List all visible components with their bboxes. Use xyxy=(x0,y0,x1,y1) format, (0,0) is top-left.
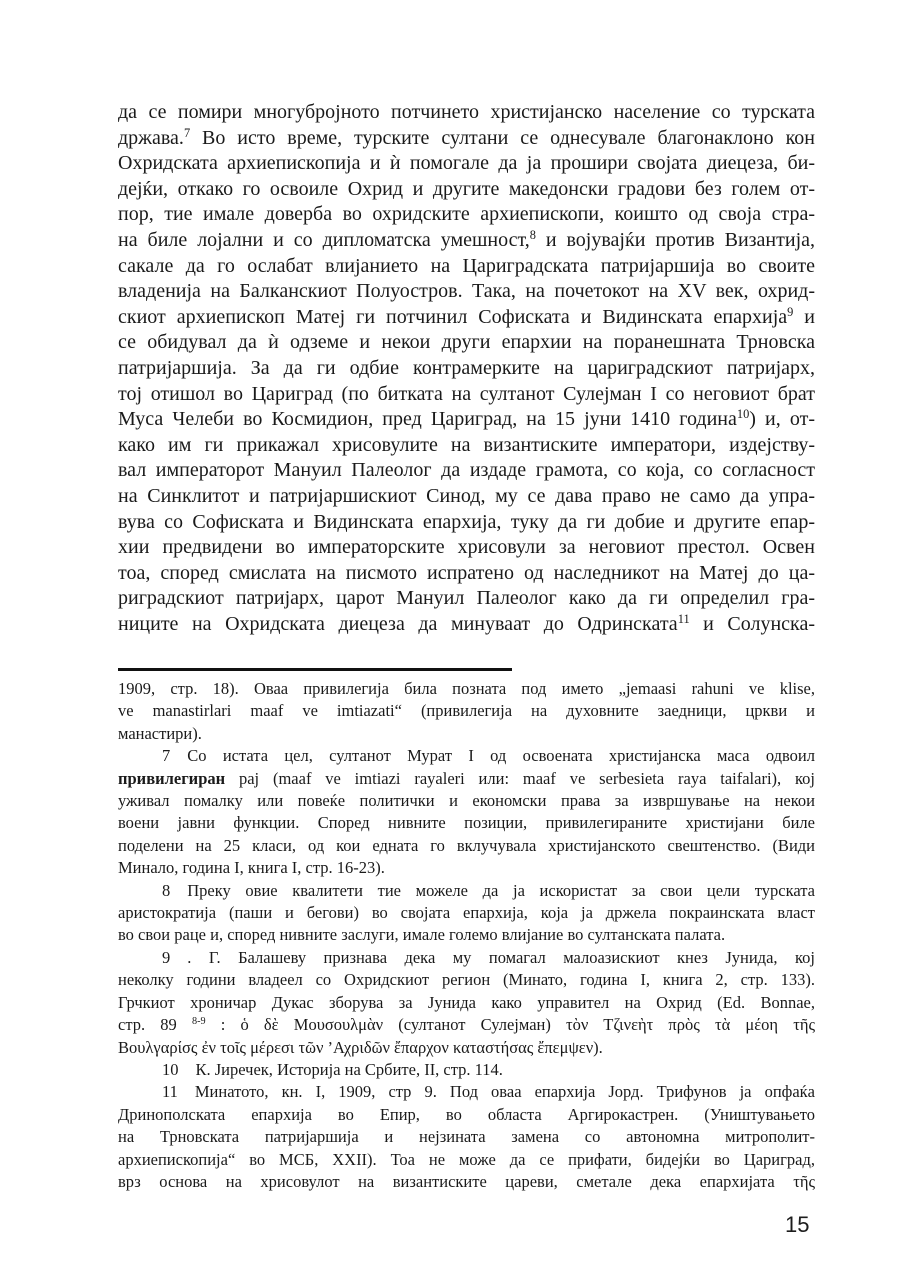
main-text-paragraph xyxy=(118,100,815,637)
body-text-line: тоа, според смислата на писмото испратено од наследникот на Матеј до ца- xyxy=(118,561,815,584)
footnote-line: аристократија (паши и бегови) во својата епархија, која ја држела покраинската власт xyxy=(118,903,815,923)
footnote-separator-rule xyxy=(118,668,512,671)
body-text-line: да се помири многубројното потчинето христијанско население со турската xyxy=(118,101,815,123)
page-number: 15 xyxy=(785,1212,810,1237)
footnote-line: неколку години владеел со Охридскиот регион (Минато, година I, книга 2, стр. 133). xyxy=(118,970,815,990)
body-text-line: скиот архиепископ Матеј ги потчинил Софиската и Видинската епархија$^9$ и xyxy=(118,304,815,328)
footnote-line: 10 К. Јиречек, Историја на Србите, II, стр. 114. xyxy=(118,1059,815,1081)
footnote-continuation-line: 1909, стр. 18). Оваа привилегија била позната под името „jemaasi rahuni ve klise, xyxy=(118,679,815,698)
footnote-line: 9 . Г. Балашеву признава дека му помагал малоазискиот кнез Јунида, кој xyxy=(118,947,815,969)
footnote-line: архиепископија“ во МСБ, XXII). Тоа не може да се прифати, бидејќи во Цариград, xyxy=(118,1149,815,1169)
body-text-line: Муса Челеби во Космидион, пред Цариград, на 15 јуни 1410 година$^{10}$) и, от- xyxy=(118,407,816,431)
footnote-line: 11 Минатото, кн. I, 1909, стр 9. Под оваа епархија Јорд. Трифунов ја опфаќа xyxy=(118,1081,815,1103)
body-text-line: пор, тие имале доверба во охридските архиепископи, коишто од своја стра- xyxy=(118,203,815,226)
body-text-line: патријаршија. За да ги одбие контрамерките на цариградскиот патријарх, xyxy=(118,356,815,379)
footnote-line: Минало, година I, книга I, стр. 16-23). xyxy=(118,858,385,878)
footnote-continuation-line: манастири). xyxy=(118,723,202,743)
footnote-number: 10 xyxy=(162,1059,179,1079)
footnote-line: врз основа на хрисовулот на византиските цареви, сметале дека епархијата τῆς xyxy=(118,1171,815,1191)
body-text-line: хии предвидени во императорските хрисовули за неговиот престол. Освен xyxy=(118,536,815,559)
body-text-line: се обидувал да ѝ одземе и некои други епархии на поранешната Трновска xyxy=(118,331,815,354)
body-text-line: Охридската архиепископија и ѝ помогале да ја прошири својата диецеза, би- xyxy=(118,152,815,175)
body-text-line: владенија на Балканскиот Полуостров. Така, на почетокот на XV век, охрид- xyxy=(118,280,815,303)
footnote-line: 7 Со истата цел, султанот Мурат I од освоената христијанска маса одвоил xyxy=(118,745,815,767)
body-text-line: вал императорот Мануил Палеолог да издаде грамота, со која, со согласност xyxy=(118,459,815,482)
footnote-line: воени јавни функции. Според нивните позиции, привилегираните христијани биле xyxy=(118,813,815,833)
body-text-line: на Синклитот и патријаршискиот Синод, му се дава право не само да упра- xyxy=(118,484,815,507)
footnote-line: уживал помалку или повеќе политички и економски права за извршување на некои xyxy=(118,791,815,811)
footnote-number: 7 xyxy=(162,746,171,766)
footnote-number: 11 xyxy=(162,1082,178,1102)
footnote-line: на Трновската патријаршија и нејзината замена со автономна митрополит- xyxy=(118,1127,815,1147)
footnote-number: 8 xyxy=(162,880,171,900)
footnotes-block xyxy=(118,678,815,1193)
footnote-line: поделени на 25 класи, од кои едната го вклучувала христијанското свештенство. (Види xyxy=(118,835,815,855)
body-text-line: дејќи, откако го освоиле Охрид и другите македонски градови без голем от- xyxy=(118,177,815,200)
body-text-line: држава.$^7$ Во исто време, турските султани се однесувале благонаклоно кон xyxy=(118,125,815,149)
body-text-line: тој отишол во Цариград (по битката на султанот Сулејман I со неговиот брат xyxy=(118,382,815,405)
footnote-number: 9 xyxy=(162,947,171,967)
footnote-line: стр. 89 $^{8-9}$ : ὁ δὲ Μουσουλμὰν (султанот Сулејман) τὸν Τζινεὴτ πρὸς τὰ μέοη τῆς xyxy=(118,1015,815,1035)
footnote-line: Дринополската епархија во Епир, во областа Аргирокастрен. (Уништувањето xyxy=(118,1104,815,1124)
body-text-line: ниците на Охридската диецеза да минуваат до Одринската$^{11}$ и Солунска- xyxy=(118,612,816,635)
footnote-continuation-line: ve manastirlari maaf ve imtiazati“ (привилегија на духовните заедници, цркви и xyxy=(118,701,815,721)
footnote-line: Βουλγαρίσς ἐν τοῖς μέρεσι τῶν ’Αχριδῶν ἔπαρχον καταστήσας ἔπεμψεν). xyxy=(118,1037,603,1057)
body-text-line: сакале да го ослабат влијанието на Цариградската патријаршија во своите xyxy=(118,254,815,277)
body-text-line: риградскиот патријарх, царот Мануил Палеолог како да ги определил гра- xyxy=(118,587,815,610)
body-text-line: како им ги прикажал хрисовулите на византиските императори, издејству- xyxy=(118,433,815,456)
footnote-line: привилегиран рај (maaf ve imtiazi rayaleri или: maaf ve serbesieta raya taifalari), кој xyxy=(118,768,815,788)
footnote-line: Грчкиот хроничар Дукас зборува за Јунида како управител на Охрид (Ed. Bonnae, xyxy=(118,992,815,1012)
body-text-line: вува со Софиската и Видинската епархија, туку да ги добие и другите епар- xyxy=(118,510,815,533)
body-text-line: на биле лојални и со дипломатска умешност,$^8$ и војувајќи против Византија, xyxy=(118,228,816,251)
footnote-line: 8 Преку овие квалитети тие можеле да ја искористат за свои цели турската xyxy=(118,880,815,902)
footnote-line: во свои раце и, според нивните заслуги, имале големо влијание во султанската палата. xyxy=(118,925,726,945)
